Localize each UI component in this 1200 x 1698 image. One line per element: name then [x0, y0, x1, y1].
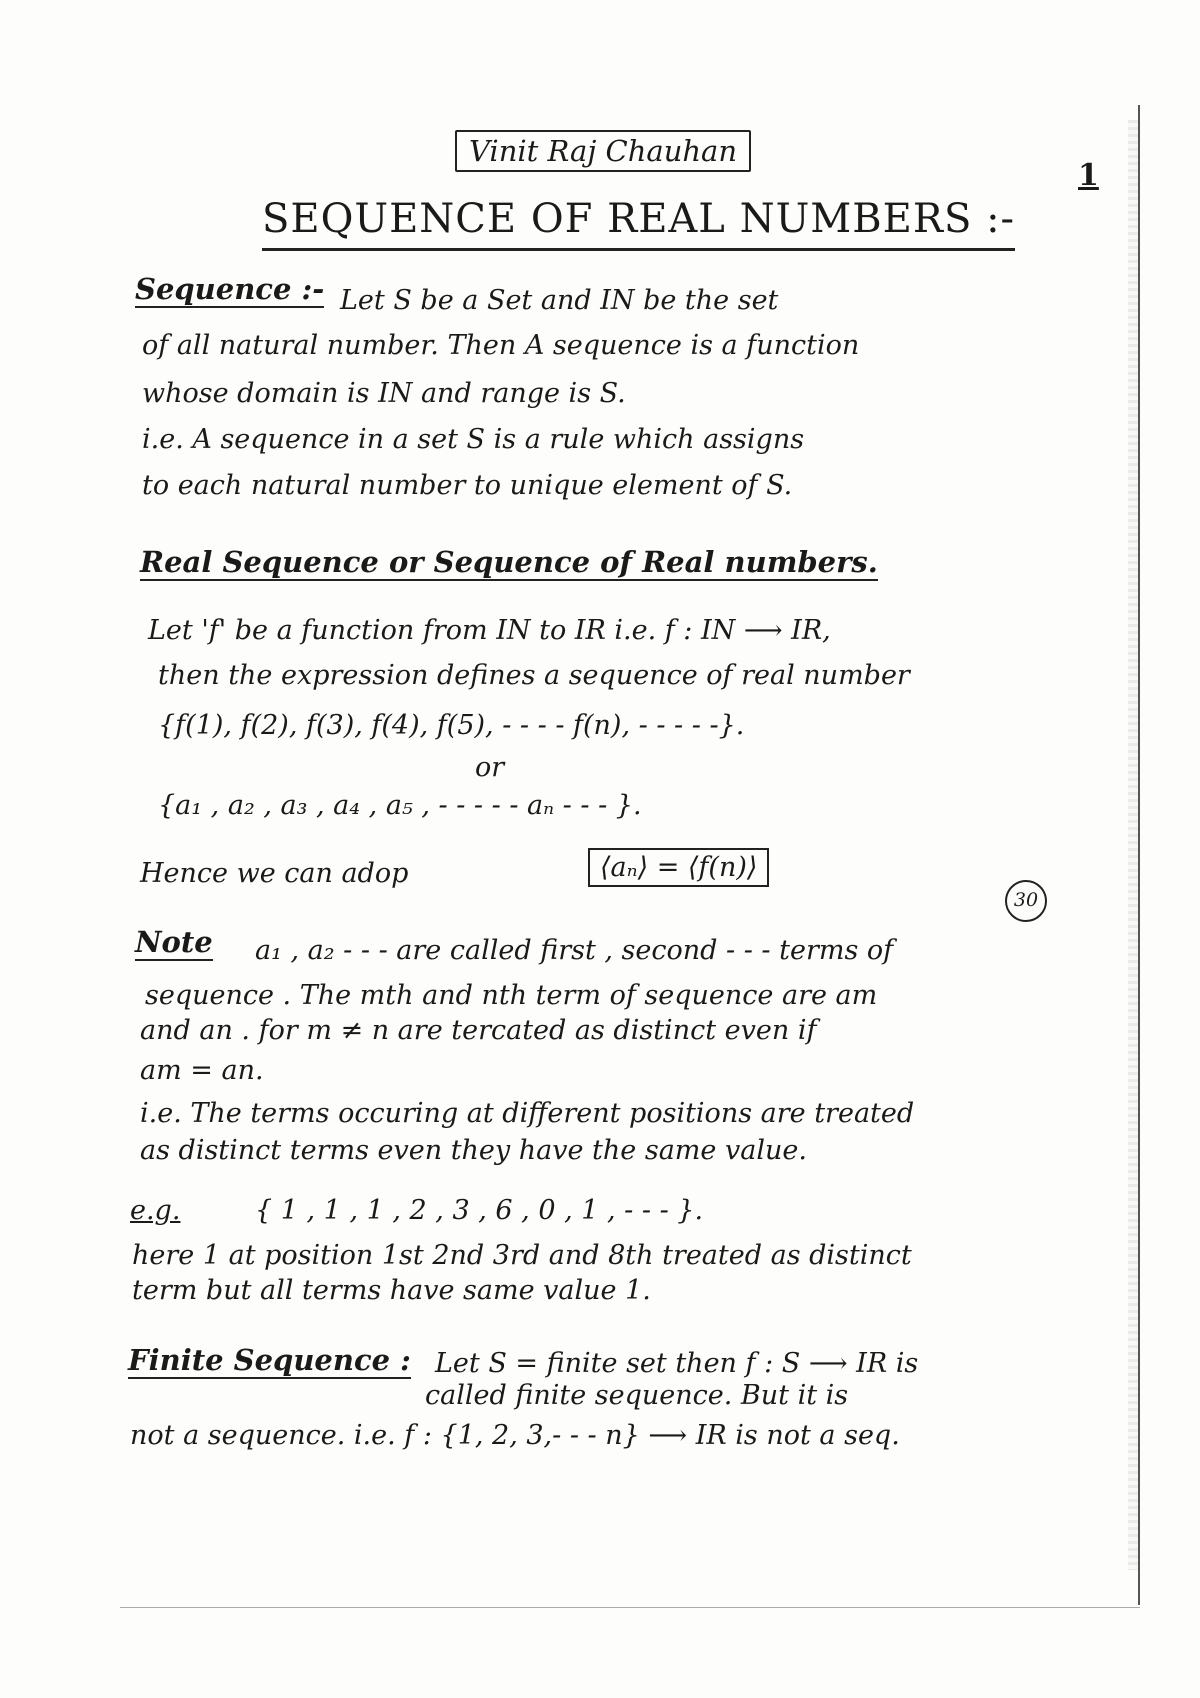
- sequence-line-2: of all natural number. Then A sequence is a function: [142, 330, 860, 361]
- note-heading: Note: [135, 925, 213, 959]
- note-line-1: a₁ , a₂ - - - are called first , second - - - terms of: [255, 935, 894, 966]
- sequence-line-1: Let S be a Set and IN be the set: [340, 285, 779, 316]
- real-sequence-line-2: then the expression defines a sequence of real number: [158, 660, 910, 691]
- note-line-3: and an . for m ≠ n are tercated as distinct even if: [140, 1015, 817, 1046]
- note-line-5: i.e. The terms occuring at different positions are treated: [140, 1098, 915, 1129]
- example-label: e.g.: [130, 1195, 181, 1226]
- note-line-4: am = an.: [140, 1055, 264, 1086]
- note-line-8: term but all terms have same value 1.: [132, 1275, 651, 1306]
- circled-mark: 30: [1005, 880, 1047, 922]
- real-sequence-line-1: Let 'f' be a function from IN to IR i.e. f : IN ⟶ IR,: [148, 615, 831, 646]
- real-sequence-heading: Real Sequence or Sequence of Real numbers.: [140, 545, 878, 579]
- author-name: Vinit Raj Chauhan: [455, 130, 751, 172]
- sequence-line-5: to each natural number to unique element of S.: [142, 470, 793, 501]
- scan-edge-noise: [1128, 120, 1138, 1570]
- page-number: 1: [1078, 158, 1099, 193]
- page-title: SEQUENCE OF REAL NUMBERS :-: [262, 196, 1015, 251]
- finite-line-1: Let S = finite set then f : S ⟶ IR is: [435, 1348, 919, 1379]
- finite-sequence-heading: Finite Sequence :: [128, 1343, 411, 1377]
- finite-line-3: not a sequence. i.e. f : {1, 2, 3,- - - n} ⟶ IR is not a seq.: [130, 1420, 900, 1451]
- note-line-7: here 1 at position 1st 2nd 3rd and 8th treated as distinct: [132, 1240, 912, 1271]
- note-line-2: sequence . The mth and nth term of sequence are am: [145, 980, 878, 1011]
- example-set: { 1 , 1 , 1 , 2 , 3 , 6 , 0 , 1 , - - - }.: [255, 1195, 704, 1226]
- function-values-set: {f(1), f(2), f(3), f(4), f(5), - - - - f(n), - - - - -}.: [158, 710, 745, 741]
- hence-text: Hence we can adop: [140, 858, 409, 889]
- note-line-6: as distinct terms even they have the same value.: [140, 1135, 807, 1166]
- margin-line: [1138, 105, 1140, 1605]
- or-text: or: [475, 752, 505, 783]
- bottom-rule: [120, 1607, 1140, 1608]
- sequence-line-3: whose domain is IN and range is S.: [142, 378, 626, 409]
- terms-set: {a₁ , a₂ , a₃ , a₄ , a₅ , - - - - - aₙ - - - }.: [158, 790, 642, 821]
- boxed-formula: ⟨aₙ⟩ = ⟨f(n)⟩: [588, 848, 769, 887]
- finite-line-2: called finite sequence. But it is: [425, 1380, 849, 1411]
- sequence-heading: Sequence :-: [135, 272, 325, 306]
- sequence-line-4: i.e. A sequence in a set S is a rule which assigns: [142, 424, 805, 455]
